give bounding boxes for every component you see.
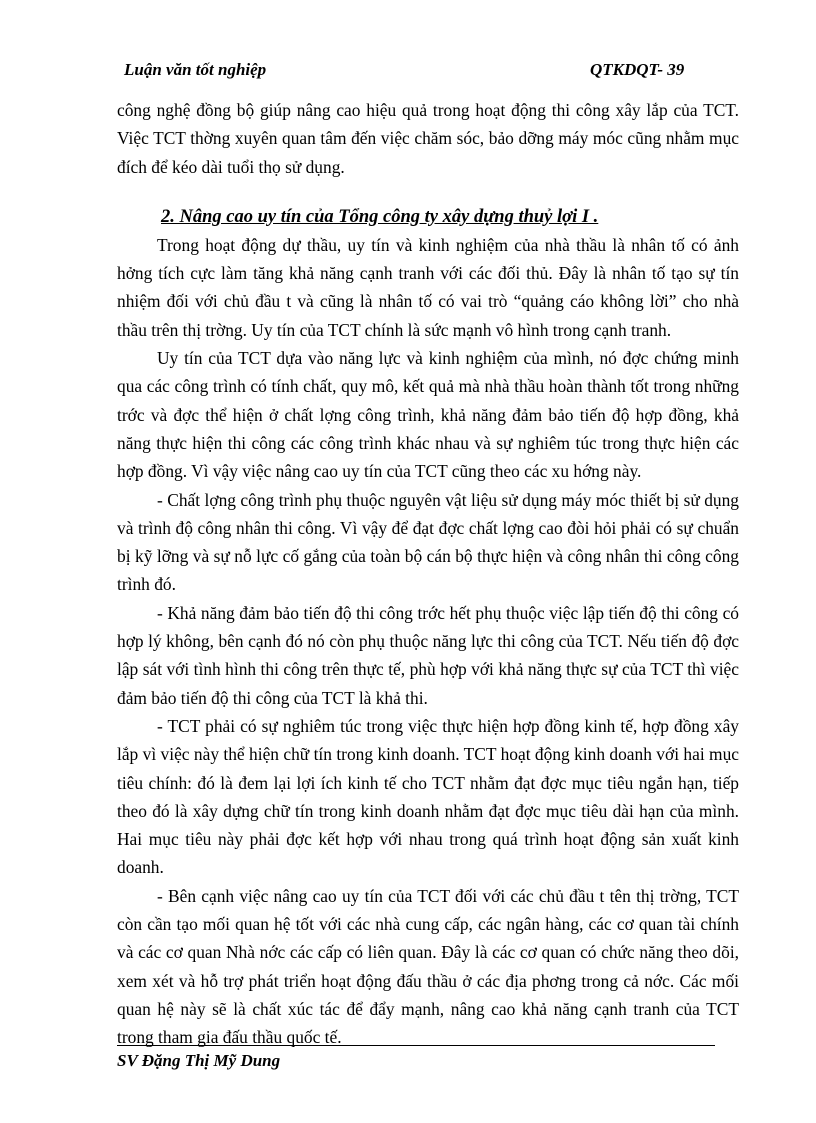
body-paragraph-1: Trong hoạt động dự thầu, uy tín và kinh nghiệm của nhà thầu là nhân tố có ảnh hởng tích cực làm tăng khả năng cạnh tranh với các đối thủ. Đây là nhân tố tạo sự tín nhiệm đối với chủ đầu t và cũng là nhân tố có vai trò “quảng cáo không lời” cho nhà thầu trên thị trờng. Uy tín của TCT chính là sức mạnh vô hình trong cạnh tranh. bbox=[117, 234, 739, 340]
body-paragraph-4: - Khả năng đảm bảo tiến độ thi công trớc hết phụ thuộc việc lập tiến độ thi công có hợp lý không, bên cạnh đó nó còn phụ thuộc năng lực thi công của TCT. Nếu tiến độ đợc lập sát với tình hình thi công trên thực tế, phù hợp với khả năng thực sự của TCT thì việc đảm bảo tiến độ thi công của TCT là khả thi. bbox=[117, 602, 739, 708]
section-heading: 2. Nâng cao uy tín của Tổng công ty xây dựng thuỷ lợi I . bbox=[161, 206, 599, 227]
page-body bbox=[117, 96, 739, 1052]
running-header-page: QTKDQT- 39 bbox=[590, 60, 685, 79]
footer-rule bbox=[117, 1045, 715, 1046]
running-header-title: Luận văn tốt nghiệp bbox=[124, 60, 267, 79]
body-paragraph-6: - Bên cạnh việc nâng cao uy tín của TCT đối với các chủ đầu t tên thị trờng, TCT còn cần tạo mối quan hệ tốt với các nhà cung cấp, các ngân hàng, các cơ quan tài chính và các cơ quan Nhà nớc các cấp có liên quan. Đây là các cơ quan có chức năng theo dõi, xem xét và hỗ trợ phát triển hoạt động đấu thầu ở các địa phơng trong cả nớc. Các mối quan hệ này sẽ là chất xúc tác để đẩy mạnh, nâng cao khả năng cạnh tranh của TCT trong tham gia đấu thầu quốc tế. bbox=[117, 885, 739, 1048]
body-paragraph-3: - Chất lợng công trình phụ thuộc nguyên vật liệu sử dụng máy móc thiết bị sử dụng và trình độ công nhân thi công. Vì vậy để đạt đợc chất lợng cao đòi hỏi phải có sự chuẩn bị kỹ lỡng và sự nỗ lực cố gắng của toàn bộ cán bộ thực hiện và công nhân thi công công trình đó. bbox=[117, 489, 739, 595]
intro-paragraph: công nghệ đồng bộ giúp nâng cao hiệu quả trong hoạt động thi công xây lắp của TCT. Việc TCT thờng xuyên quan tâm đến việc chăm sóc, bảo dỡng máy móc cũng nhằm mục đích để kéo dài tuổi thọ sử dụng. bbox=[117, 100, 739, 177]
body-paragraph-5: - TCT phải có sự nghiêm túc trong việc thực hiện hợp đồng kinh tế, hợp đồng xây lắp vì việc này thể hiện chữ tín trong kinh doanh. TCT hoạt động kinh doanh với hai mục tiêu chính: đó là đem lại lợi ích kinh tế cho TCT nhằm đạt đợc mục tiêu ngắn hạn, tiếp theo đó là xây dựng chữ tín trong kinh doanh nhằm đạt đợc mục tiêu dài hạn của mình. Hai mục tiêu này phải đợc kết hợp với nhau trong quá trình hoạt động sản xuất kinh doanh. bbox=[117, 715, 739, 878]
body-paragraph-2: Uy tín của TCT dựa vào năng lực và kinh nghiệm của mình, nó đợc chứng minh qua các công trình có tính chất, quy mô, kết quả mà nhà thầu hoàn thành tốt trong những trớc và đợc thể hiện ở chất lợng công trình, khả năng đảm bảo tiến độ hợp đồng, khả năng thực hiện thi công các công trình khác nhau và sự nghiêm túc trong thực hiện các hợp đồng. Vì vậy việc nâng cao uy tín của TCT cũng theo các xu hớng này. bbox=[117, 348, 739, 482]
footer-author: SV Đặng Thị Mỹ Dung bbox=[117, 1051, 281, 1070]
